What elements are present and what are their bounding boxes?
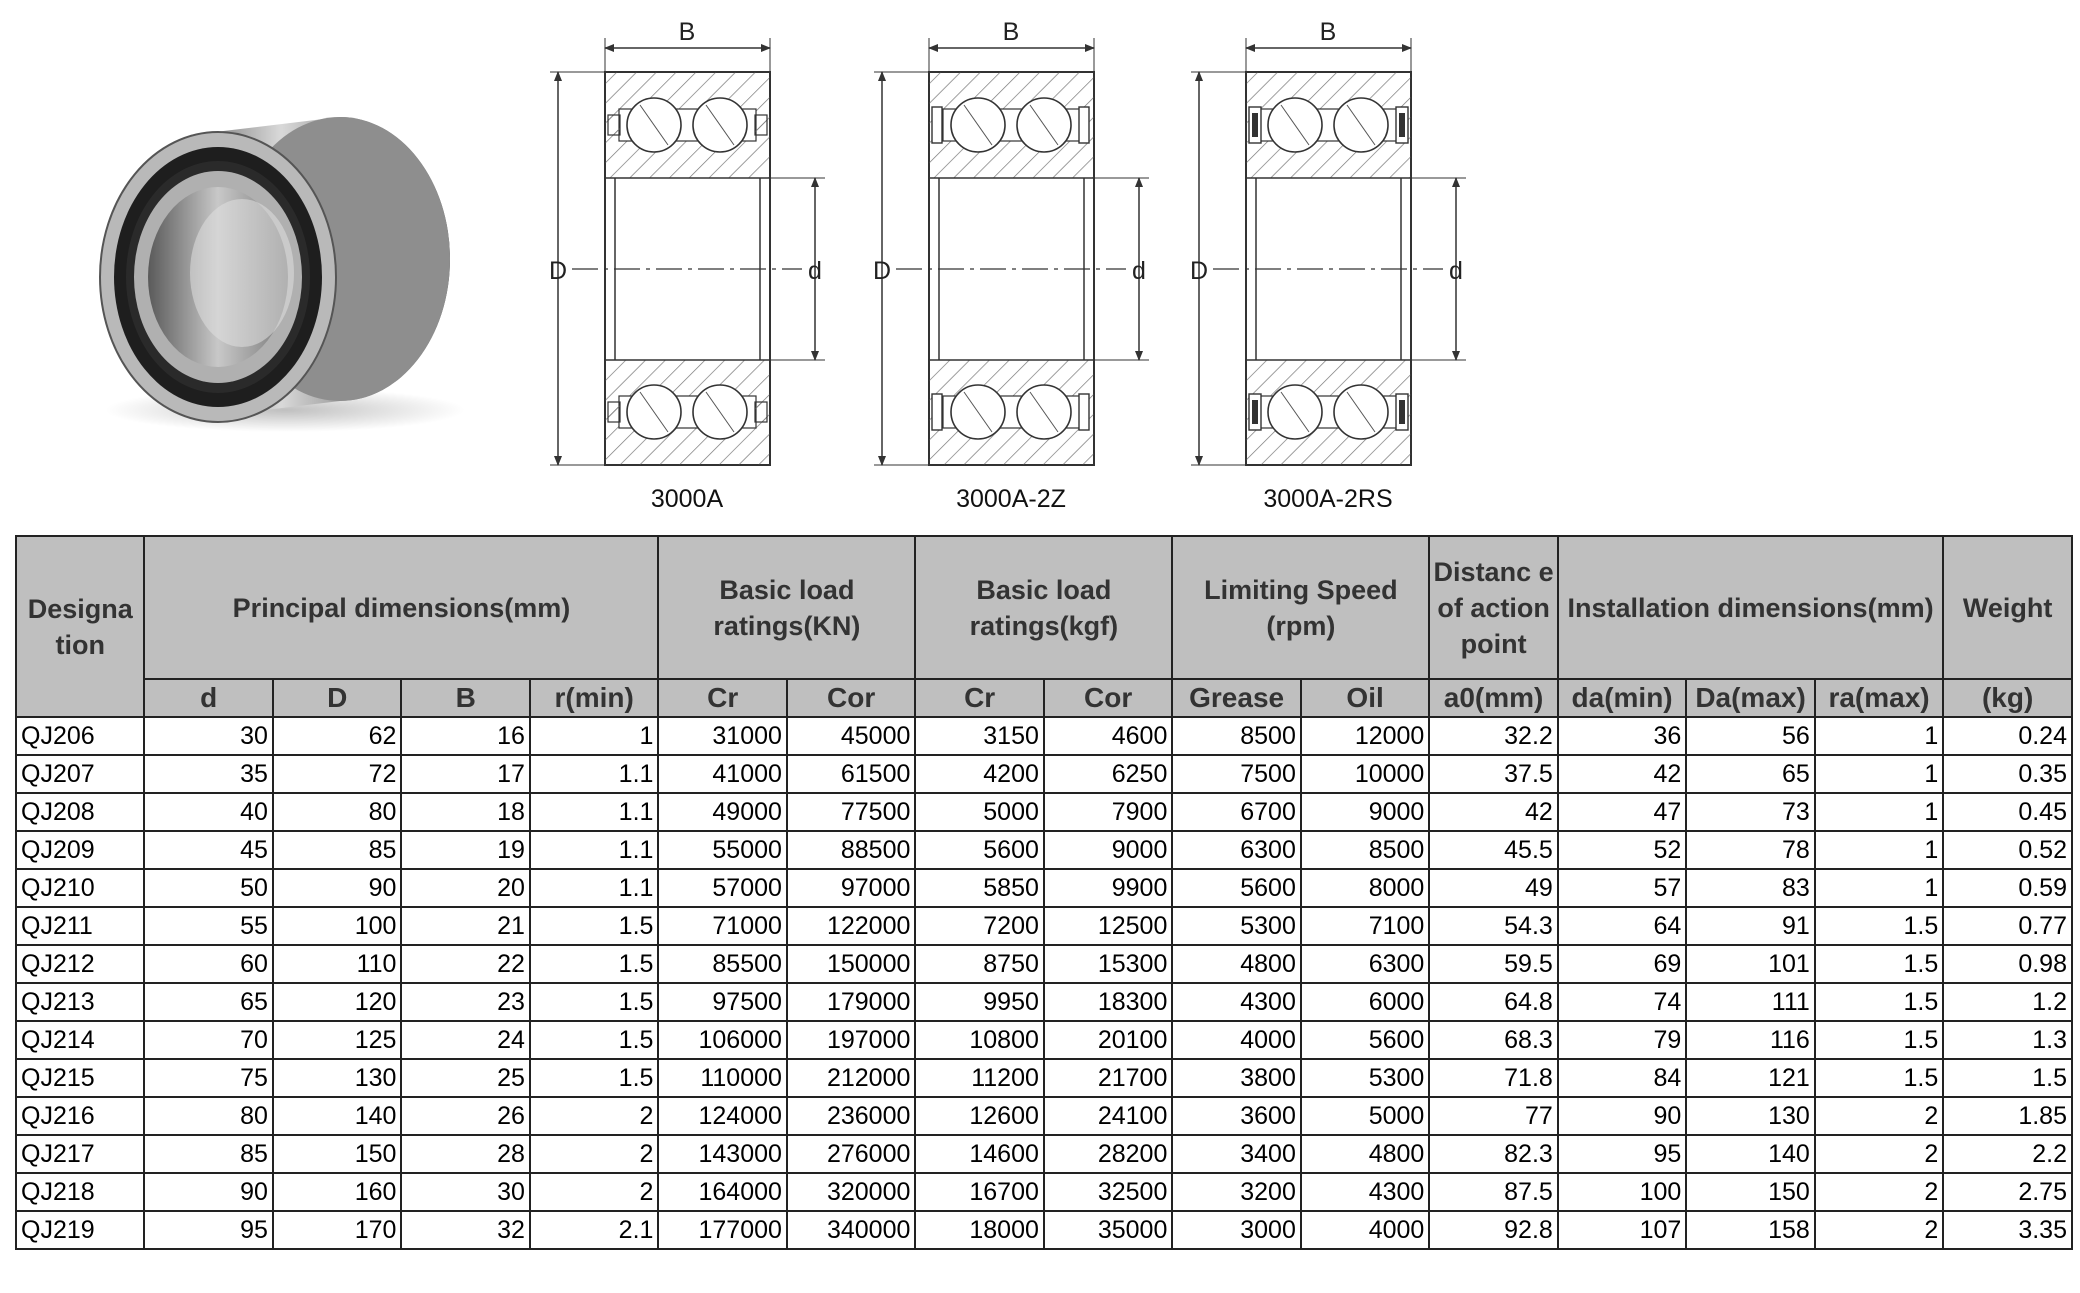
value-cell: 1.5: [1815, 1021, 1943, 1059]
value-cell: 85: [144, 1135, 272, 1173]
header-weight: Weight: [1943, 536, 2072, 679]
value-cell: 55: [144, 907, 272, 945]
value-cell: 1: [1815, 717, 1943, 755]
subheader-7: Cor: [1044, 679, 1172, 717]
value-cell: 124000: [658, 1097, 786, 1135]
value-cell: 5600: [915, 831, 1043, 869]
value-cell: 5000: [915, 793, 1043, 831]
value-cell: 12000: [1301, 717, 1429, 755]
value-cell: 1.5: [530, 945, 659, 983]
value-cell: 0.77: [1943, 907, 2072, 945]
value-cell: 3400: [1172, 1135, 1300, 1173]
value-cell: 83: [1686, 869, 1814, 907]
designation-cell: QJ218: [16, 1173, 144, 1211]
table-row: [16, 831, 2072, 869]
subheader-5: Cor: [787, 679, 915, 717]
value-cell: 95: [1558, 1135, 1686, 1173]
value-cell: 276000: [787, 1135, 915, 1173]
value-cell: 9900: [1044, 869, 1172, 907]
value-cell: 212000: [787, 1059, 915, 1097]
table-row: [16, 1211, 2072, 1249]
value-cell: 1.5: [530, 1021, 659, 1059]
value-cell: 5600: [1301, 1021, 1429, 1059]
designation-cell: QJ207: [16, 755, 144, 793]
value-cell: 7900: [1044, 793, 1172, 831]
value-cell: 61500: [787, 755, 915, 793]
value-cell: 3150: [915, 717, 1043, 755]
value-cell: 130: [1686, 1097, 1814, 1135]
designation-cell: QJ210: [16, 869, 144, 907]
value-cell: 11200: [915, 1059, 1043, 1097]
value-cell: 143000: [658, 1135, 786, 1173]
bearing-spec-table: [15, 535, 2073, 1250]
value-cell: 7100: [1301, 907, 1429, 945]
value-cell: 4300: [1172, 983, 1300, 1021]
table-row: [16, 1059, 2072, 1097]
value-cell: 2: [530, 1173, 659, 1211]
value-cell: 65: [1686, 755, 1814, 793]
value-cell: 49000: [658, 793, 786, 831]
designation-cell: QJ213: [16, 983, 144, 1021]
designation-cell: QJ217: [16, 1135, 144, 1173]
value-cell: 121: [1686, 1059, 1814, 1097]
value-cell: 236000: [787, 1097, 915, 1135]
value-cell: 40: [144, 793, 272, 831]
value-cell: 1.1: [530, 793, 659, 831]
value-cell: 125: [273, 1021, 401, 1059]
value-cell: 6250: [1044, 755, 1172, 793]
value-cell: 23: [401, 983, 529, 1021]
value-cell: 2: [1815, 1211, 1943, 1249]
value-cell: 68.3: [1429, 1021, 1557, 1059]
value-cell: 45: [144, 831, 272, 869]
value-cell: 90: [273, 869, 401, 907]
value-cell: 31000: [658, 717, 786, 755]
value-cell: 52: [1558, 831, 1686, 869]
value-cell: 6300: [1172, 831, 1300, 869]
value-cell: 1: [1815, 755, 1943, 793]
value-cell: 5000: [1301, 1097, 1429, 1135]
value-cell: 37.5: [1429, 755, 1557, 793]
value-cell: 69: [1558, 945, 1686, 983]
value-cell: 1.5: [1815, 983, 1943, 1021]
value-cell: 0.24: [1943, 717, 2072, 755]
value-cell: 160: [273, 1173, 401, 1211]
value-cell: 3000: [1172, 1211, 1300, 1249]
value-cell: 19: [401, 831, 529, 869]
dim-label-outer-d: D: [1189, 257, 1209, 285]
value-cell: 42: [1558, 755, 1686, 793]
value-cell: 158: [1686, 1211, 1814, 1249]
value-cell: 87.5: [1429, 1173, 1557, 1211]
designation-cell: QJ216: [16, 1097, 144, 1135]
value-cell: 110000: [658, 1059, 786, 1097]
dim-label-outer-d: D: [548, 257, 568, 285]
value-cell: 9950: [915, 983, 1043, 1021]
designation-cell: QJ211: [16, 907, 144, 945]
value-cell: 16: [401, 717, 529, 755]
value-cell: 35: [144, 755, 272, 793]
value-cell: 54.3: [1429, 907, 1557, 945]
value-cell: 1: [1815, 831, 1943, 869]
value-cell: 77: [1429, 1097, 1557, 1135]
drawing-caption: 3000A: [650, 485, 724, 513]
value-cell: 41000: [658, 755, 786, 793]
value-cell: 14600: [915, 1135, 1043, 1173]
drawing-caption: 3000A-2RS: [1263, 485, 1393, 513]
value-cell: 0.59: [1943, 869, 2072, 907]
value-cell: 1.5: [1815, 945, 1943, 983]
value-cell: 340000: [787, 1211, 915, 1249]
value-cell: 77500: [787, 793, 915, 831]
value-cell: 320000: [787, 1173, 915, 1211]
value-cell: 8500: [1301, 831, 1429, 869]
value-cell: 36: [1558, 717, 1686, 755]
designation-cell: QJ209: [16, 831, 144, 869]
value-cell: 8750: [915, 945, 1043, 983]
value-cell: 5300: [1301, 1059, 1429, 1097]
value-cell: 4600: [1044, 717, 1172, 755]
value-cell: 47: [1558, 793, 1686, 831]
value-cell: 45.5: [1429, 831, 1557, 869]
value-cell: 130: [273, 1059, 401, 1097]
subheader-0: d: [144, 679, 272, 717]
value-cell: 30: [144, 717, 272, 755]
value-cell: 16700: [915, 1173, 1043, 1211]
value-cell: 4300: [1301, 1173, 1429, 1211]
subheader-8: Grease: [1172, 679, 1300, 717]
value-cell: 164000: [658, 1173, 786, 1211]
value-cell: 2: [530, 1097, 659, 1135]
table-row: [16, 1135, 2072, 1173]
value-cell: 1.1: [530, 831, 659, 869]
value-cell: 72: [273, 755, 401, 793]
header-designation: Designa tion: [16, 536, 144, 717]
value-cell: 140: [1686, 1135, 1814, 1173]
table-row: [16, 1097, 2072, 1135]
value-cell: 2.1: [530, 1211, 659, 1249]
subheader-14: (kg): [1943, 679, 2072, 717]
designation-cell: QJ219: [16, 1211, 144, 1249]
value-cell: 1.5: [1815, 907, 1943, 945]
value-cell: 6000: [1301, 983, 1429, 1021]
value-cell: 55000: [658, 831, 786, 869]
table-row: [16, 1021, 2072, 1059]
value-cell: 91: [1686, 907, 1814, 945]
subheader-13: ra(max): [1815, 679, 1943, 717]
value-cell: 73: [1686, 793, 1814, 831]
subheader-10: a0(mm): [1429, 679, 1557, 717]
value-cell: 9000: [1044, 831, 1172, 869]
header-load-ratings-kgf: Basic load ratings(kgf): [915, 536, 1172, 679]
header-installation-dimensions: Installation dimensions(mm): [1558, 536, 1943, 679]
value-cell: 10800: [915, 1021, 1043, 1059]
value-cell: 0.52: [1943, 831, 2072, 869]
dim-label-inner-d: d: [1132, 257, 1146, 285]
drawing-3000a-2z: [874, 38, 1149, 465]
value-cell: 12500: [1044, 907, 1172, 945]
table-row: [16, 983, 2072, 1021]
designation-cell: QJ212: [16, 945, 144, 983]
subheader-12: Da(max): [1686, 679, 1814, 717]
header-distance-action-point: Distanc e of action point: [1429, 536, 1557, 679]
subheader-9: Oil: [1301, 679, 1429, 717]
value-cell: 85500: [658, 945, 786, 983]
value-cell: 80: [144, 1097, 272, 1135]
value-cell: 8500: [1172, 717, 1300, 755]
drawing-caption: 3000A-2Z: [956, 485, 1066, 513]
value-cell: 150000: [787, 945, 915, 983]
value-cell: 2.2: [1943, 1135, 2072, 1173]
value-cell: 22: [401, 945, 529, 983]
value-cell: 56: [1686, 717, 1814, 755]
subheader-6: Cr: [915, 679, 1043, 717]
value-cell: 57: [1558, 869, 1686, 907]
value-cell: 5600: [1172, 869, 1300, 907]
dim-label-b: B: [1002, 18, 1020, 46]
value-cell: 107: [1558, 1211, 1686, 1249]
value-cell: 1.85: [1943, 1097, 2072, 1135]
dim-label-b: B: [678, 18, 696, 46]
value-cell: 4000: [1172, 1021, 1300, 1059]
value-cell: 1.5: [1943, 1059, 2072, 1097]
value-cell: 9000: [1301, 793, 1429, 831]
subheader-11: da(min): [1558, 679, 1686, 717]
dim-label-inner-d: d: [1449, 257, 1463, 285]
header-limiting-speed: Limiting Speed (rpm): [1172, 536, 1429, 679]
value-cell: 2: [1815, 1135, 1943, 1173]
value-cell: 10000: [1301, 755, 1429, 793]
value-cell: 71000: [658, 907, 786, 945]
value-cell: 170: [273, 1211, 401, 1249]
value-cell: 20: [401, 869, 529, 907]
value-cell: 4000: [1301, 1211, 1429, 1249]
drawing-3000a: [550, 38, 825, 465]
designation-cell: QJ215: [16, 1059, 144, 1097]
value-cell: 15300: [1044, 945, 1172, 983]
value-cell: 1: [1815, 869, 1943, 907]
value-cell: 92.8: [1429, 1211, 1557, 1249]
subheader-2: B: [401, 679, 529, 717]
dim-label-b: B: [1319, 18, 1337, 46]
value-cell: 90: [1558, 1097, 1686, 1135]
value-cell: 1.5: [530, 907, 659, 945]
value-cell: 7200: [915, 907, 1043, 945]
value-cell: 79: [1558, 1021, 1686, 1059]
value-cell: 4200: [915, 755, 1043, 793]
value-cell: 1.1: [530, 869, 659, 907]
value-cell: 5300: [1172, 907, 1300, 945]
value-cell: 26: [401, 1097, 529, 1135]
table-row: [16, 755, 2072, 793]
header-principal-dimensions: Principal dimensions(mm): [144, 536, 658, 679]
value-cell: 24100: [1044, 1097, 1172, 1135]
value-cell: 4800: [1301, 1135, 1429, 1173]
value-cell: 6300: [1301, 945, 1429, 983]
value-cell: 179000: [787, 983, 915, 1021]
value-cell: 28: [401, 1135, 529, 1173]
value-cell: 120: [273, 983, 401, 1021]
value-cell: 1.5: [530, 983, 659, 1021]
value-cell: 60: [144, 945, 272, 983]
value-cell: 197000: [787, 1021, 915, 1059]
value-cell: 177000: [658, 1211, 786, 1249]
value-cell: 7500: [1172, 755, 1300, 793]
table-row: [16, 717, 2072, 755]
value-cell: 2: [530, 1135, 659, 1173]
value-cell: 5850: [915, 869, 1043, 907]
value-cell: 45000: [787, 717, 915, 755]
value-cell: 42: [1429, 793, 1557, 831]
value-cell: 78: [1686, 831, 1814, 869]
value-cell: 62: [273, 717, 401, 755]
bearing-cross-section-drawings: [530, 0, 1500, 525]
value-cell: 106000: [658, 1021, 786, 1059]
value-cell: 3200: [1172, 1173, 1300, 1211]
table-row: [16, 1173, 2072, 1211]
value-cell: 111: [1686, 983, 1814, 1021]
value-cell: 25: [401, 1059, 529, 1097]
value-cell: 1: [530, 717, 659, 755]
value-cell: 21: [401, 907, 529, 945]
value-cell: 4800: [1172, 945, 1300, 983]
value-cell: 100: [273, 907, 401, 945]
value-cell: 0.35: [1943, 755, 2072, 793]
value-cell: 2: [1815, 1173, 1943, 1211]
value-cell: 18000: [915, 1211, 1043, 1249]
value-cell: 50: [144, 869, 272, 907]
value-cell: 95: [144, 1211, 272, 1249]
value-cell: 82.3: [1429, 1135, 1557, 1173]
value-cell: 17: [401, 755, 529, 793]
dim-label-outer-d: D: [872, 257, 892, 285]
table-row: [16, 869, 2072, 907]
bearing-photo-icon: [70, 95, 470, 440]
value-cell: 35000: [1044, 1211, 1172, 1249]
value-cell: 85: [273, 831, 401, 869]
value-cell: 12600: [915, 1097, 1043, 1135]
value-cell: 1.3: [1943, 1021, 2072, 1059]
value-cell: 150: [273, 1135, 401, 1173]
designation-cell: QJ214: [16, 1021, 144, 1059]
value-cell: 1.2: [1943, 983, 2072, 1021]
value-cell: 75: [144, 1059, 272, 1097]
value-cell: 3800: [1172, 1059, 1300, 1097]
value-cell: 1.1: [530, 755, 659, 793]
value-cell: 140: [273, 1097, 401, 1135]
value-cell: 116: [1686, 1021, 1814, 1059]
subheader-4: Cr: [658, 679, 786, 717]
value-cell: 1.5: [530, 1059, 659, 1097]
value-cell: 122000: [787, 907, 915, 945]
table-row: [16, 793, 2072, 831]
value-cell: 59.5: [1429, 945, 1557, 983]
value-cell: 57000: [658, 869, 786, 907]
value-cell: 1: [1815, 793, 1943, 831]
value-cell: 6700: [1172, 793, 1300, 831]
value-cell: 97000: [787, 869, 915, 907]
value-cell: 74: [1558, 983, 1686, 1021]
value-cell: 2: [1815, 1097, 1943, 1135]
value-cell: 32: [401, 1211, 529, 1249]
value-cell: 80: [273, 793, 401, 831]
value-cell: 3.35: [1943, 1211, 2072, 1249]
value-cell: 24: [401, 1021, 529, 1059]
table-row: [16, 907, 2072, 945]
value-cell: 1.5: [1815, 1059, 1943, 1097]
value-cell: 18300: [1044, 983, 1172, 1021]
header-load-ratings-kn: Basic load ratings(KN): [658, 536, 915, 679]
designation-cell: QJ206: [16, 717, 144, 755]
value-cell: 8000: [1301, 869, 1429, 907]
value-cell: 97500: [658, 983, 786, 1021]
value-cell: 3600: [1172, 1097, 1300, 1135]
value-cell: 150: [1686, 1173, 1814, 1211]
value-cell: 110: [273, 945, 401, 983]
value-cell: 18: [401, 793, 529, 831]
value-cell: 70: [144, 1021, 272, 1059]
value-cell: 0.98: [1943, 945, 2072, 983]
value-cell: 65: [144, 983, 272, 1021]
value-cell: 32500: [1044, 1173, 1172, 1211]
value-cell: 21700: [1044, 1059, 1172, 1097]
value-cell: 88500: [787, 831, 915, 869]
dim-label-inner-d: d: [808, 257, 822, 285]
subheader-3: r(min): [530, 679, 659, 717]
value-cell: 100: [1558, 1173, 1686, 1211]
value-cell: 20100: [1044, 1021, 1172, 1059]
subheader-1: D: [273, 679, 401, 717]
value-cell: 0.45: [1943, 793, 2072, 831]
value-cell: 30: [401, 1173, 529, 1211]
value-cell: 32.2: [1429, 717, 1557, 755]
value-cell: 28200: [1044, 1135, 1172, 1173]
value-cell: 2.75: [1943, 1173, 2072, 1211]
value-cell: 49: [1429, 869, 1557, 907]
value-cell: 101: [1686, 945, 1814, 983]
table-row: [16, 945, 2072, 983]
value-cell: 84: [1558, 1059, 1686, 1097]
value-cell: 71.8: [1429, 1059, 1557, 1097]
value-cell: 64: [1558, 907, 1686, 945]
designation-cell: QJ208: [16, 793, 144, 831]
drawing-3000a-2rs: [1191, 38, 1466, 465]
value-cell: 64.8: [1429, 983, 1557, 1021]
value-cell: 90: [144, 1173, 272, 1211]
